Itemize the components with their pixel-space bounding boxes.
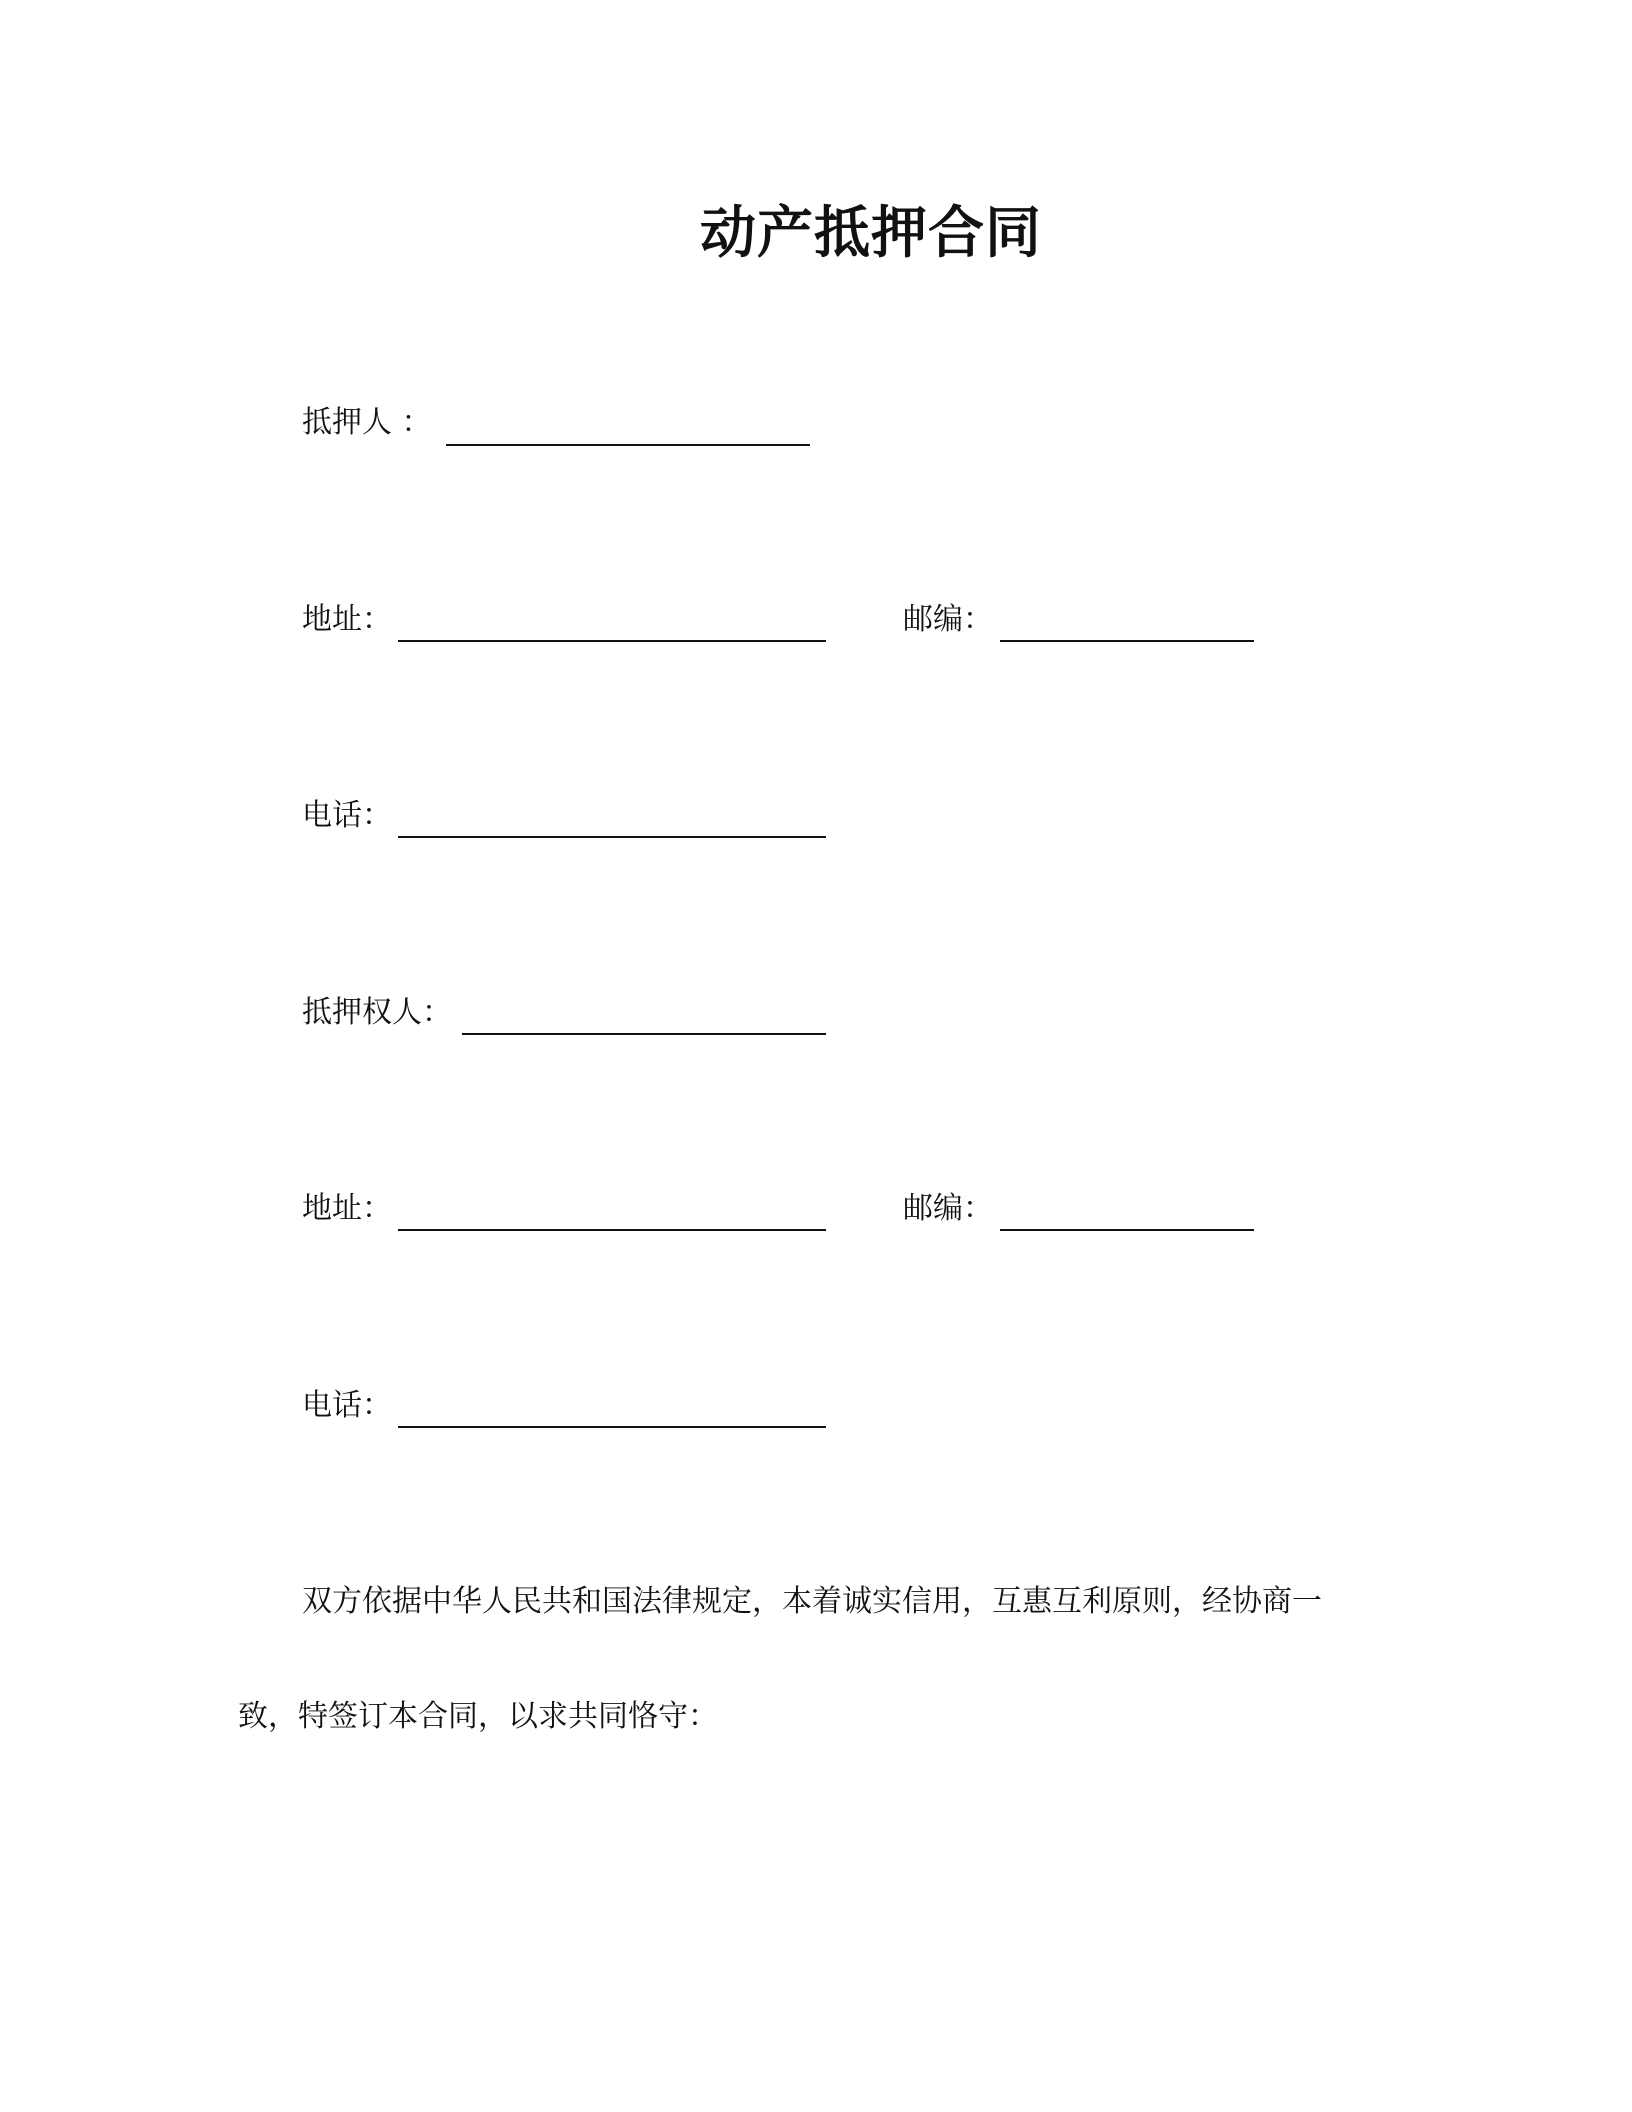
preamble-line-1: 双方依据中华人民共和国法律规定，本着诚实信用，互惠互利原则，经协商一 [302, 1584, 1322, 1619]
mortgagee-address-label: 地址： [302, 1191, 392, 1226]
mortgagor-postcode-label: 邮编： [903, 602, 993, 637]
mortgagor-address-blank[interactable] [398, 640, 826, 642]
mortgagee-name-blank[interactable] [462, 1033, 826, 1035]
mortgagor-postcode-blank[interactable] [1000, 640, 1254, 642]
mortgagor-address-label: 地址： [302, 602, 392, 637]
mortgagee-name-label: 抵押权人： [302, 995, 452, 1030]
mortgagee-postcode-blank[interactable] [1000, 1229, 1254, 1231]
mortgagor-phone-label: 电话： [302, 798, 392, 833]
mortgagor-name-label: 抵押人 ： [302, 405, 432, 440]
mortgagor-phone-blank[interactable] [398, 836, 826, 838]
preamble-line-2: 致，特签订本合同，以求共同恪守： [238, 1699, 718, 1734]
document-title: 动产抵押合同 [700, 201, 1042, 266]
mortgagor-name-blank[interactable] [446, 444, 810, 446]
mortgagee-phone-blank[interactable] [398, 1426, 826, 1428]
mortgagee-phone-label: 电话： [302, 1388, 392, 1423]
mortgagee-address-blank[interactable] [398, 1229, 826, 1231]
mortgagee-postcode-label: 邮编： [903, 1191, 993, 1226]
